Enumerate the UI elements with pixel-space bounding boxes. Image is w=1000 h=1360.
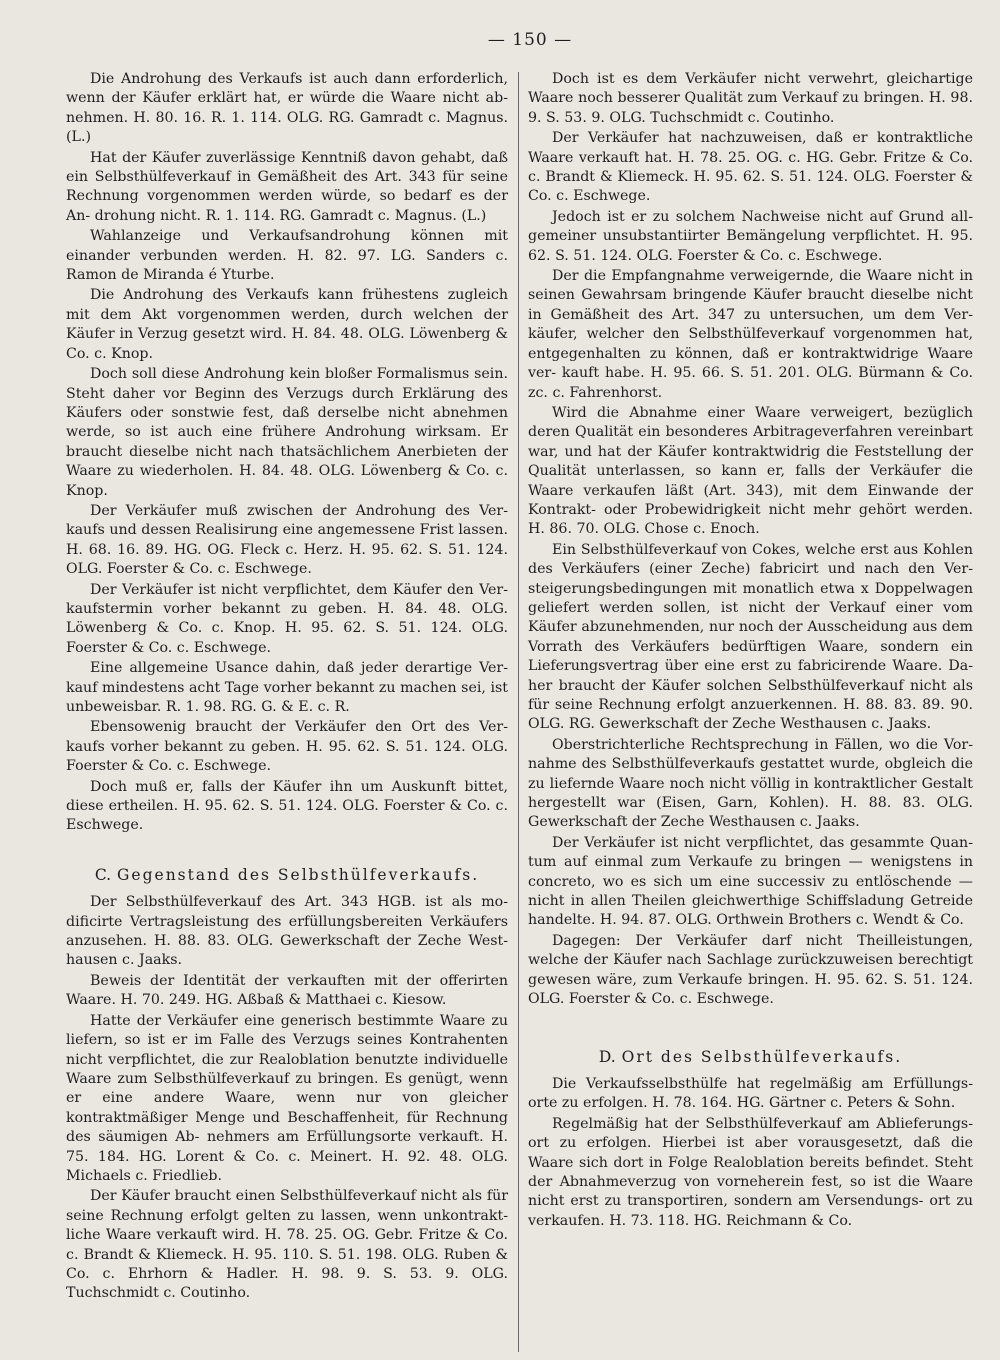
paragraph: Die Verkaufsselbsthülfe hat regelmäßig am Erfüllungs- orte zu erfolgen. H. 78. 164. HG. Gärtner c. Peters & Sohn. <box>528 1075 973 1112</box>
paragraph: Die Androhung des Verkaufs kann frühestens zugleich mit dem Akt vorgenommen werden, durch welchen der Käufer in Verzug gesetzt wird. H. 84. 48. OLG. Löwenberg & Co. c. Knop. <box>66 287 508 362</box>
left-paragraphs-before <box>66 70 508 836</box>
paragraph: Der Verkäufer ist nicht verpflichtet, dem Käufer den Ver- kaufstermin vorher bekannt zu geben. H. 84. 48. OLG. Löwenberg & Co. c. Knop. H. 95. 62. S. 51. 124. OLG. Foerster & Co. c. Eschwege. <box>66 581 508 656</box>
section-letter: D. <box>598 1047 616 1066</box>
column-divider <box>518 72 519 1352</box>
right-paragraphs-before <box>528 70 973 1010</box>
paragraph: Der Verkäufer hat nachzuweisen, daß er kontraktliche Waare verkauft hat. H. 78. 25. OG. c. HG. Gebr. Fritze & Co. c. Brandt & Kliemeck. H. 95. 62. S. 51. 124. OLG. Foerster & Co. c. Eschwege. <box>528 130 973 205</box>
paragraph: Wird die Abnahme einer Waare verweigert, bezüglich deren Qualität ein besonderes Arbitrageverfahren vereinbart war, und hat der Käufer kontraktwidrig die Feststellung der Qualität unterlassen, so kann er, falls der Verkäufer die Waare verkaufen läßt (Art. 343), mit dem Einwande der Kontrakt- oder Probewidrigkeit nicht mehr gehört werden. H. 86. 70. OLG. Chose c. Enoch. <box>528 404 973 538</box>
paragraph: Regelmäßig hat der Selbsthülfeverkauf am Ablieferungs- ort zu erfolgen. Hierbei ist aber vorausgesetzt, daß die Waare sich dort in Folge Realoblation bereits befindet. Steht der Abnahmeverzug von vorneherein fest, so ist die Waare nicht erst zu transportiren, sondern am Versendungs- ort zu verkaufen. H. 73. 118. HG. Reichmann & Co. <box>528 1115 973 1229</box>
paragraph: Wahlanzeige und Verkaufsandrohung können mit einander verbunden werden. H. 82. 97. LG. Sanders c. Ramon de Miranda é Yturbe. <box>66 228 508 284</box>
paragraph: Eine allgemeine Usance dahin, daß jeder derartige Ver- kauf mindestens acht Tage vorher bekannt zu machen sei, ist unbeweisbar. R. 1. 98. RG. G. & E. c. R. <box>66 660 508 715</box>
section-letter: C. <box>94 865 112 884</box>
right-column <box>528 70 973 1231</box>
paragraph: Die Androhung des Verkaufs ist auch dann erforderlich, wenn der Käufer erklärt hat, er würde die Waare nicht ab- nehmen. H. 80. 16. R. 1. 114. OLG. RG. Gamradt c. Magnus. (L.) <box>66 71 508 146</box>
paragraph: Jedoch ist er zu solchem Nachweise nicht auf Grund all- gemeiner unsubstantiirter Bemängelung verpflichtet. H. 95. 62. S. 51. 124. OLG. Foerster & Co. c. Eschwege. <box>528 208 973 264</box>
paragraph: Der Selbsthülfeverkauf des Art. 343 HGB. ist als mo- dificirte Vertragsleistung des erfüllungsbereiten Verkäufers anzusehen. H. 88. 83. OLG. Gewerkschaft der Zeche West- hausen c. Jaaks. <box>66 894 508 969</box>
paragraph: Der Verkäufer muß zwischen der Androhung des Ver- kaufs und dessen Realisirung eine angemessene Frist lassen. H. 68. 16. 89. HG. OG. Fleck c. Herz. H. 95. 62. S. 51. 124. OLG. Foerster & Co. c. Eschwege. <box>66 502 508 578</box>
paragraph: Oberstrichterliche Rechtsprechung in Fällen, wo die Vor- nahme des Selbsthülfeverkaufs gestattet wurde, obgleich die zu liefernde Waare noch nicht völlig in kontraktlicher Gestalt hergestellt war (Eisen, Garn, Kohlen). H. 88. 83. OLG. Gewerkschaft der Zeche Westhausen c. Jaaks. <box>528 736 973 831</box>
section-heading-d <box>528 1048 973 1067</box>
paragraph: Der die Empfangnahme verweigernde, die Waare nicht in seinen Gewahrsam bringende Käufer braucht dieselbe nicht in Gemäßheit des Art. 347 zu untersuchen, um dem Ver- käufer, welcher den Selbsthülfeverkauf vorgenommen hat, entgegenhalten zu können, daß er kontraktwidrige Waare ver- kauft habe. H. 95. 66. S. 51. 201. OLG. Bürmann & Co. zc. c. Fahrenhorst. <box>528 268 973 401</box>
paragraph: Ein Selbsthülfeverkauf von Cokes, welche erst aus Kohlen des Verkäufers (einer Zeche) fabricirt und nach den Ver- steigerungsbedingungen mit monatlich etwa x Doppelwagen geliefert werden sollen, ist nicht der Verkauf einer vom Käufer abzunehmenden, nur noch der Ausscheidung aus dem Vorrath des Verkäufers bedürftigen Waare, sondern ein Lieferungsvertrag über eine erst zu fabricirende Waare. Da- her braucht der Käufer solchen Selbsthülfeverkauf nicht als für seine Rechnung erfolgt anzuerkennen. H. 88. 83. 89. 90. OLG. RG. Gewerkschaft der Zeche Westhausen c. Jaaks. <box>528 541 973 733</box>
section-title: Ort des Selbsthülfeverkaufs. <box>621 1047 903 1066</box>
paragraph: Doch ist es dem Verkäufer nicht verwehrt, gleichartige Waare noch besserer Qualität zum Verkauf zu bringen. H. 98. 9. S. 53. 9. OLG. Tuchschmidt c. Coutinho. <box>528 71 973 126</box>
paragraph: Hatte der Verkäufer eine generisch bestimmte Waare zu liefern, so ist er im Falle des Verzugs seines Kontrahenten nicht verpflichtet, die zur Realoblation benutzte individuelle Waare zum Selbsthülfeverkauf zu bringen. Es genügt, wenn er eine andere Waare, wenn nur von gleicher kontraktmäßiger Menge und Beschaffenheit, für Rechnung des säumigen Ab- nehmers am Erfüllungsorte verkauft. H. 75. 184. HG. Lorent & Co. c. Meinert. H. 92. 48. OLG. Michaels c. Friedlieb. <box>66 1012 508 1184</box>
section-heading-c <box>66 866 508 885</box>
paragraph: Der Verkäufer ist nicht verpflichtet, das gesammte Quan- tum auf einmal zum Verkaufe zu bringen — wenigstens in concreto, wo es sich um eine successiv zu entlöschende — nicht in allen Theilen gleichwerthige Schiffsladung Getreide handelte. H. 94. 87. OLG. Orthwein Brothers c. Wendt & Co. <box>528 834 973 929</box>
page-number: — 150 — <box>487 30 573 50</box>
paragraph: Hat der Käufer zuverlässige Kenntniß davon gehabt, daß ein Selbsthülfeverkauf in Gemäßheit des Art. 343 für seine Rechnung vorgenommen werden würde, so bedarf es der An- drohung nicht. R. 1. 114. RG. Gamradt c. Magnus. (L.) <box>66 149 508 224</box>
left-paragraphs-after <box>66 893 508 1304</box>
left-column <box>66 70 508 1304</box>
paragraph: Dagegen: Der Verkäufer darf nicht Theilleistungen, welche der Käufer nach Sachlage zurückzuweisen berechtigt gewesen wäre, zum Verkaufe bringen. H. 95. 62. S. 51. 124. OLG. Foerster & Co. c. Eschwege. <box>528 932 973 1008</box>
paragraph: Ebensowenig braucht der Verkäufer den Ort des Ver- kaufs vorher bekannt zu geben. H. 95. 62. S. 51. 124. OLG. Foerster & Co. c. Eschwege. <box>66 719 508 775</box>
section-title: Gegenstand des Selbsthülfeverkaufs. <box>117 865 480 884</box>
right-paragraphs-after <box>528 1075 973 1231</box>
paragraph: Doch soll diese Androhung kein bloßer Formalismus sein. Steht daher vor Beginn des Verzugs durch Erklärung des Käufers oder sonstwie fest, daß derselbe nicht abnehmen werde, so ist auch eine frühere Androhung wirksam. Er braucht dieselbe nicht nach thatsächlichem Anerbieten der Waare zu wiederholen. H. 84. 48. OLG. Löwenberg & Co. c. Knop. <box>66 366 508 499</box>
paragraph: Beweis der Identität der verkauften mit der offerirten Waare. H. 70. 249. HG. Aßbaß & Matthaei c. Kiesow. <box>66 972 508 1009</box>
paragraph: Doch muß er, falls der Käufer ihn um Auskunft bittet, diese ertheilen. H. 95. 62. S. 51. 124. OLG. Foerster & Co. c. Eschwege. <box>66 778 508 834</box>
paragraph: Der Käufer braucht einen Selbsthülfeverkauf nicht als für seine Rechnung erfolgt gelten zu lassen, wenn unkontrakt- liche Waare verkauft wird. H. 78. 25. OG. Gebr. Fritze & Co. c. Brandt & Kliemeck. H. 95. 110. S. 51. 198. OLG. Ruben & Co. c. Ehrhorn & Hadler. H. 98. 9. S. 53. 9. OLG. Tuchschmidt c. Coutinho. <box>66 1188 508 1302</box>
